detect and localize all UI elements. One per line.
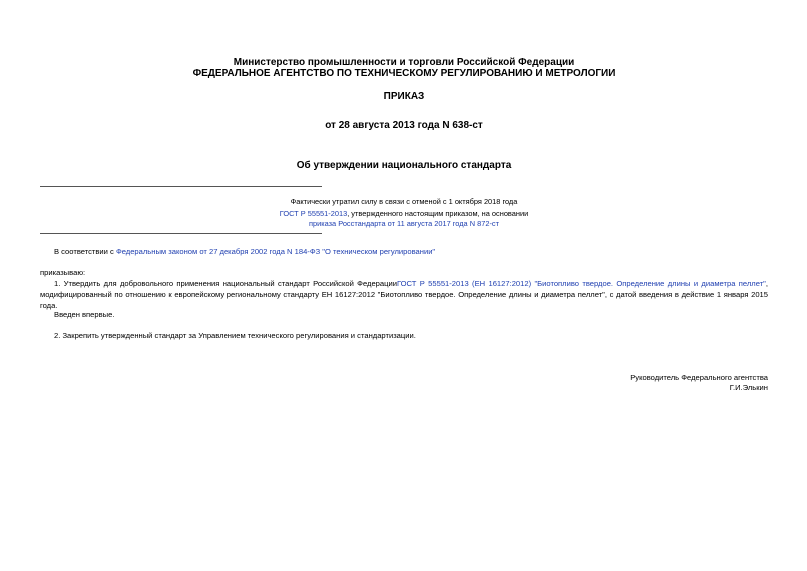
document-type: ПРИКАЗ (383, 91, 425, 102)
item-1-text: 1. Утвердить для добровольного применения национальный стандарт Российской Федерации (54, 279, 397, 288)
gost-standard-link[interactable]: ГОСТ Р 55551-2013 (ЕН 16127:2012) "Биотопливо твердое. Определение длины и диаметра пеллет" (396, 279, 766, 288)
validity-note-line2-text: , утвержденного настоящим приказом, на основании (347, 209, 529, 218)
basis-paragraph (40, 246, 768, 257)
item-1-tail: , модифицированный по отношению к европейскому региональному стандарту ЕН 16127:2012 "Биотопливо твердое. Определение длины и диаметра пеллет", с датой введения в действие 1 января 2015 года. (40, 279, 768, 310)
validity-note-line1: Фактически утратил силу в связи с отменой с 1 октября 2018 года (290, 197, 518, 206)
rosstandart-order-link[interactable]: приказа Росстандарта от 11 августа 2017 года N 872-ст (309, 219, 499, 228)
order-word: приказываю: (40, 268, 86, 277)
item-1-paragraph (40, 278, 768, 311)
basis-text: В соответствии с (54, 247, 116, 256)
bottom-divider (40, 233, 322, 234)
gost-link[interactable]: ГОСТ Р 55551-2013 (279, 209, 348, 218)
top-divider (40, 186, 322, 187)
federal-law-link[interactable]: Федеральным законом от 27 декабря 2002 года N 184-ФЗ "О техническом регулировании" (115, 247, 436, 256)
document-title: Об утверждении национального стандарта (296, 160, 512, 171)
agency-name: ФЕДЕРАЛЬНОЕ АГЕНТСТВО ПО ТЕХНИЧЕСКОМУ РЕГУЛИРОВАНИЮ И МЕТРОЛОГИИ (192, 68, 616, 79)
document-date-number: от 28 августа 2013 года N 638-ст (325, 120, 483, 131)
signature-name: Г.И.Элькин (729, 383, 768, 392)
ministry-name: Министерство промышленности и торговли Российской Федерации (233, 57, 575, 68)
signature-position: Руководитель Федерального агентства (630, 373, 768, 382)
item-2-paragraph: 2. Закрепить утвержденный стандарт за Управлением технического регулирования и стандартизации. (54, 331, 416, 340)
validity-note-line3 (40, 218, 768, 231)
introduced-note: Введен впервые. (54, 310, 115, 319)
